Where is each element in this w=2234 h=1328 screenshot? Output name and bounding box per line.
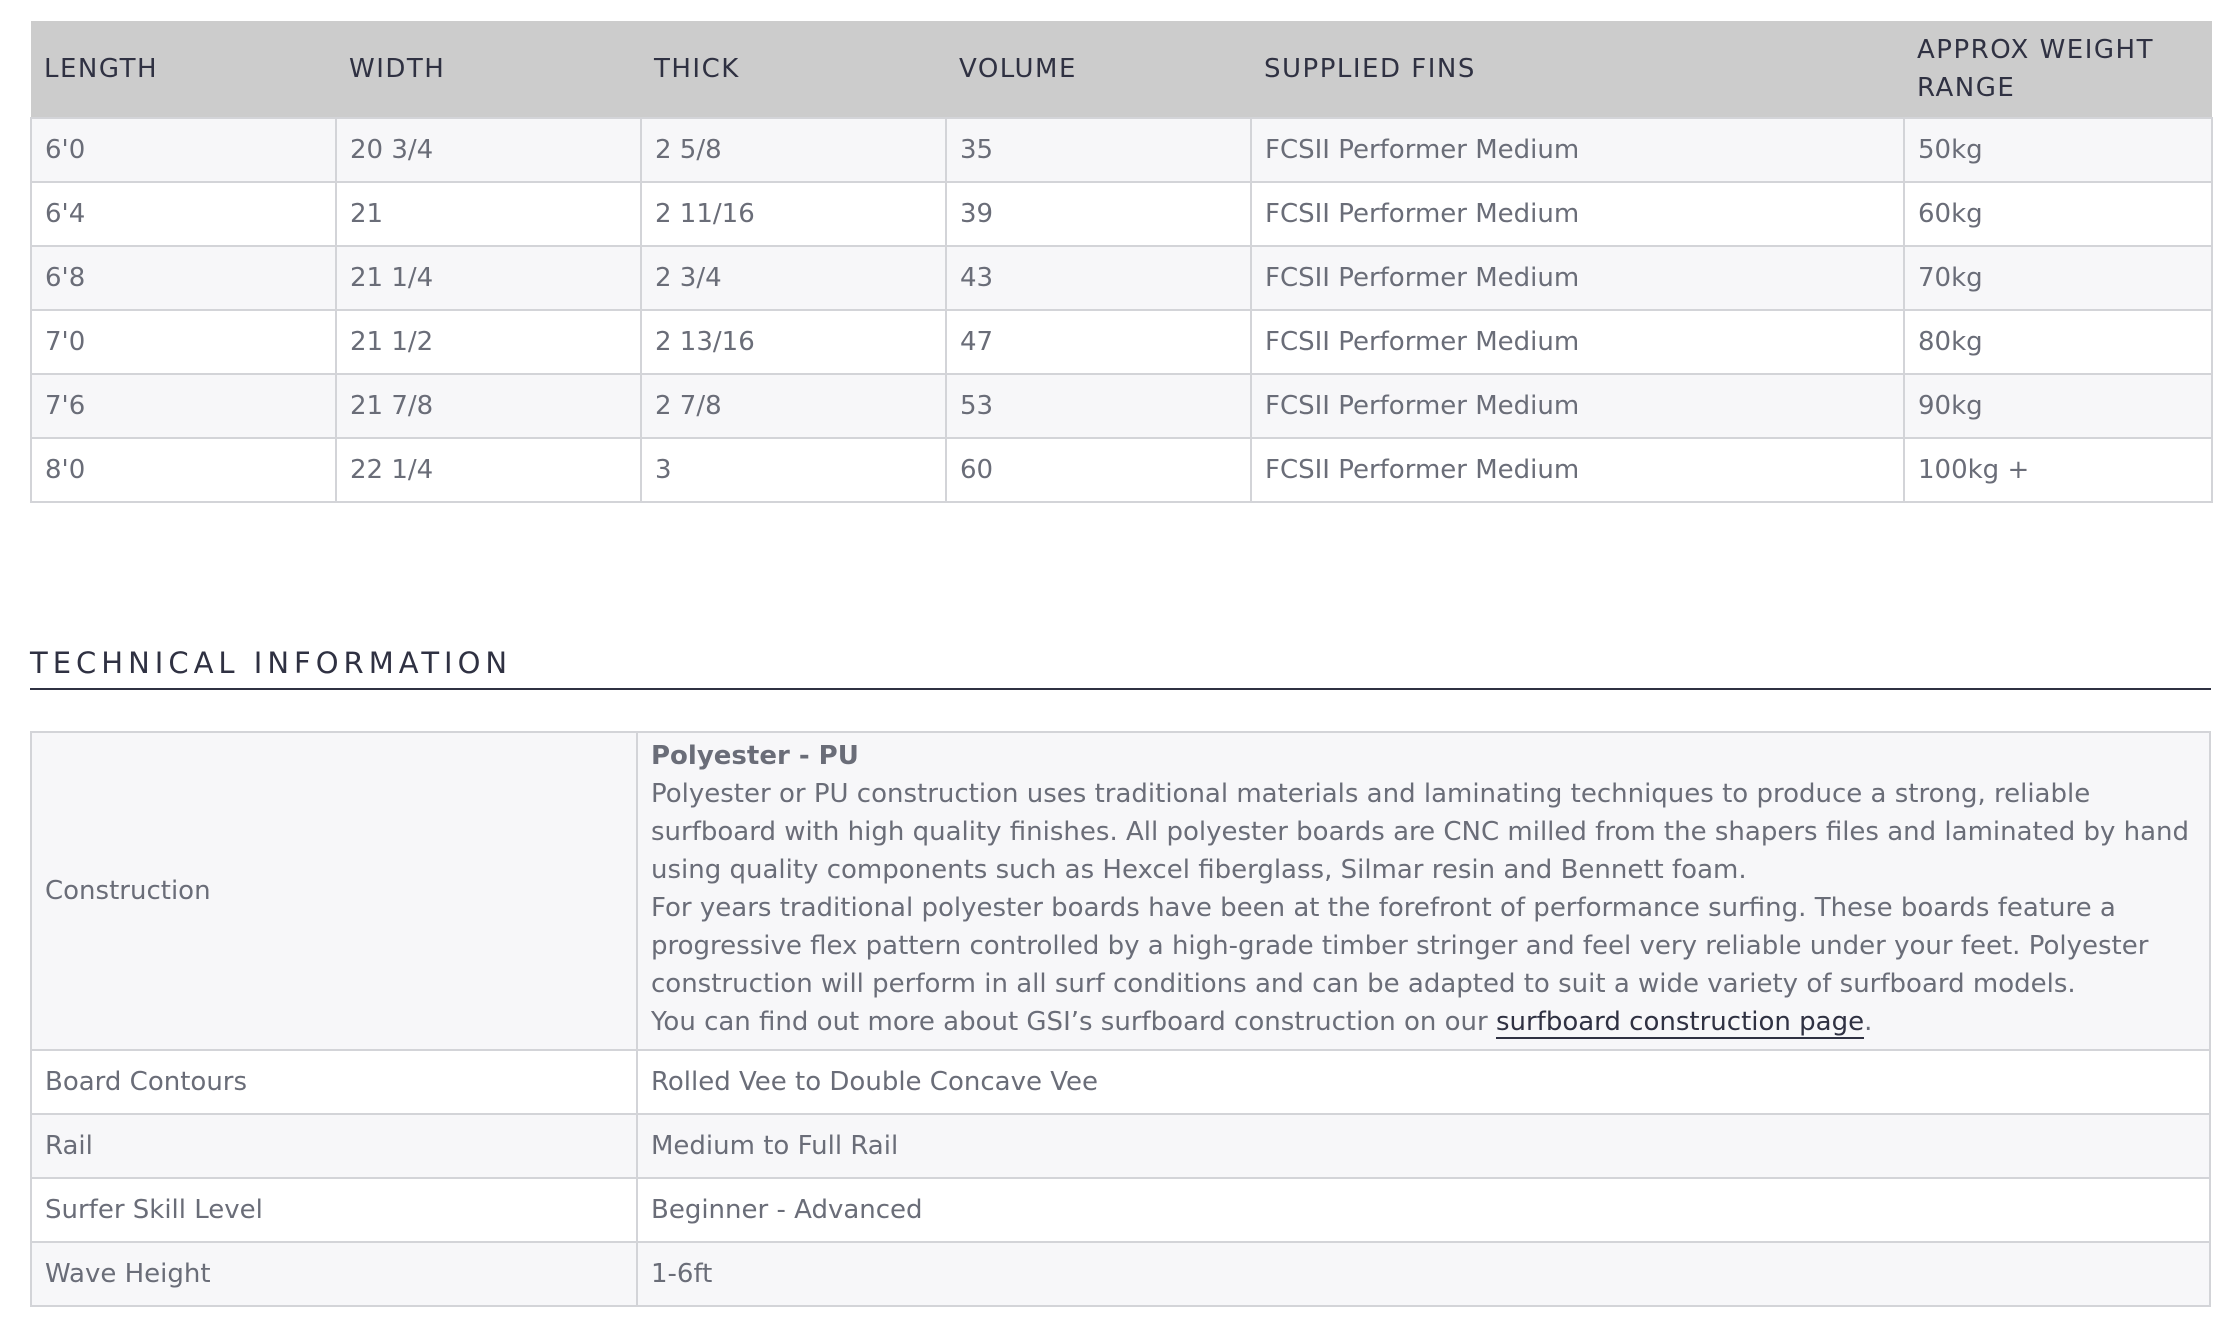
technical-table [30,731,2211,1307]
cell-width: 22 1/4 [336,438,641,502]
cell-volume: 60 [946,438,1251,502]
construction-heading: Polyester - PU [651,741,859,771]
technical-information-title: TECHNICAL INFORMATION [30,648,2211,690]
header-thick: THICK [641,21,946,118]
cell-width: 21 7/8 [336,374,641,438]
cell-volume: 35 [946,118,1251,182]
construction-label: Construction [31,732,637,1050]
table-row [31,246,2212,310]
table-row [31,182,2212,246]
table-row-construction [31,732,2210,1050]
table-row-board-contours [31,1050,2210,1114]
cell-weight: 60kg [1904,182,2212,246]
cell-fins: FCSII Performer Medium [1251,182,1904,246]
construction-paragraph-3 [651,1003,2196,1041]
construction-paragraph-3-text: You can find out more about GSI’s surfboard construction on our [651,1007,1496,1037]
cell-thick: 2 7/8 [641,374,946,438]
cell-width: 21 1/2 [336,310,641,374]
table-row [31,118,2212,182]
construction-value [637,732,2210,1050]
cell-thick: 3 [641,438,946,502]
cell-thick: 2 3/4 [641,246,946,310]
cell-thick: 2 5/8 [641,118,946,182]
table-row-wave-height [31,1242,2210,1306]
cell-length: 7'0 [31,310,336,374]
header-supplied-fins: SUPPLIED FINS [1251,21,1904,118]
wave-height-label: Wave Height [31,1242,637,1306]
rail-label: Rail [31,1114,637,1178]
cell-thick: 2 13/16 [641,310,946,374]
size-table [30,21,2213,503]
construction-paragraph-3-suffix: . [1864,1007,1873,1037]
cell-length: 6'4 [31,182,336,246]
size-table-header-row [31,21,2212,118]
rail-value: Medium to Full Rail [637,1114,2210,1178]
cell-volume: 43 [946,246,1251,310]
cell-weight: 50kg [1904,118,2212,182]
header-approx-weight-range: APPROX WEIGHT RANGE [1904,21,2212,118]
table-row-rail [31,1114,2210,1178]
cell-fins: FCSII Performer Medium [1251,310,1904,374]
cell-fins: FCSII Performer Medium [1251,374,1904,438]
cell-width: 20 3/4 [336,118,641,182]
cell-fins: FCSII Performer Medium [1251,118,1904,182]
surfer-skill-level-label: Surfer Skill Level [31,1178,637,1242]
cell-weight: 80kg [1904,310,2212,374]
surfer-skill-level-value: Beginner - Advanced [637,1178,2210,1242]
cell-weight: 70kg [1904,246,2212,310]
cell-fins: FCSII Performer Medium [1251,438,1904,502]
cell-thick: 2 11/16 [641,182,946,246]
surfboard-construction-link[interactable]: surfboard construction page [1495,1007,1865,1037]
cell-weight: 90kg [1904,374,2212,438]
cell-length: 8'0 [31,438,336,502]
wave-height-value: 1-6ft [637,1242,2210,1306]
header-width: WIDTH [336,21,641,118]
construction-paragraph-1: Polyester or PU construction uses traditional materials and laminating techniques to produce a strong, reliable surfboard with high quality finishes. All polyester boards are CNC milled from the shapers files and laminated by hand using quality components such as Hexcel fiberglass, Silmar resin and Bennett foam. [651,779,2190,885]
cell-fins: FCSII Performer Medium [1251,246,1904,310]
table-row [31,374,2212,438]
board-contours-value: Rolled Vee to Double Concave Vee [637,1050,2210,1114]
table-row-surfer-skill-level [31,1178,2210,1242]
cell-volume: 53 [946,374,1251,438]
board-contours-label: Board Contours [31,1050,637,1114]
cell-width: 21 1/4 [336,246,641,310]
cell-weight: 100kg + [1904,438,2212,502]
cell-volume: 47 [946,310,1251,374]
technical-table-container [30,731,2211,1307]
table-row [31,438,2212,502]
cell-width: 21 [336,182,641,246]
table-row [31,310,2212,374]
header-length: LENGTH [31,21,336,118]
header-volume: VOLUME [946,21,1251,118]
size-table-container [30,21,2211,503]
cell-length: 6'0 [31,118,336,182]
cell-volume: 39 [946,182,1251,246]
cell-length: 6'8 [31,246,336,310]
cell-length: 7'6 [31,374,336,438]
construction-paragraph-2: For years traditional polyester boards have been at the forefront of performance surfing. These boards feature a progressive flex pattern controlled by a high-grade timber stringer and feel very reliable under your feet. Polyester construction will perform in all surf conditions and can be adapted to suit a wide variety of surfboard models. [651,893,2149,999]
